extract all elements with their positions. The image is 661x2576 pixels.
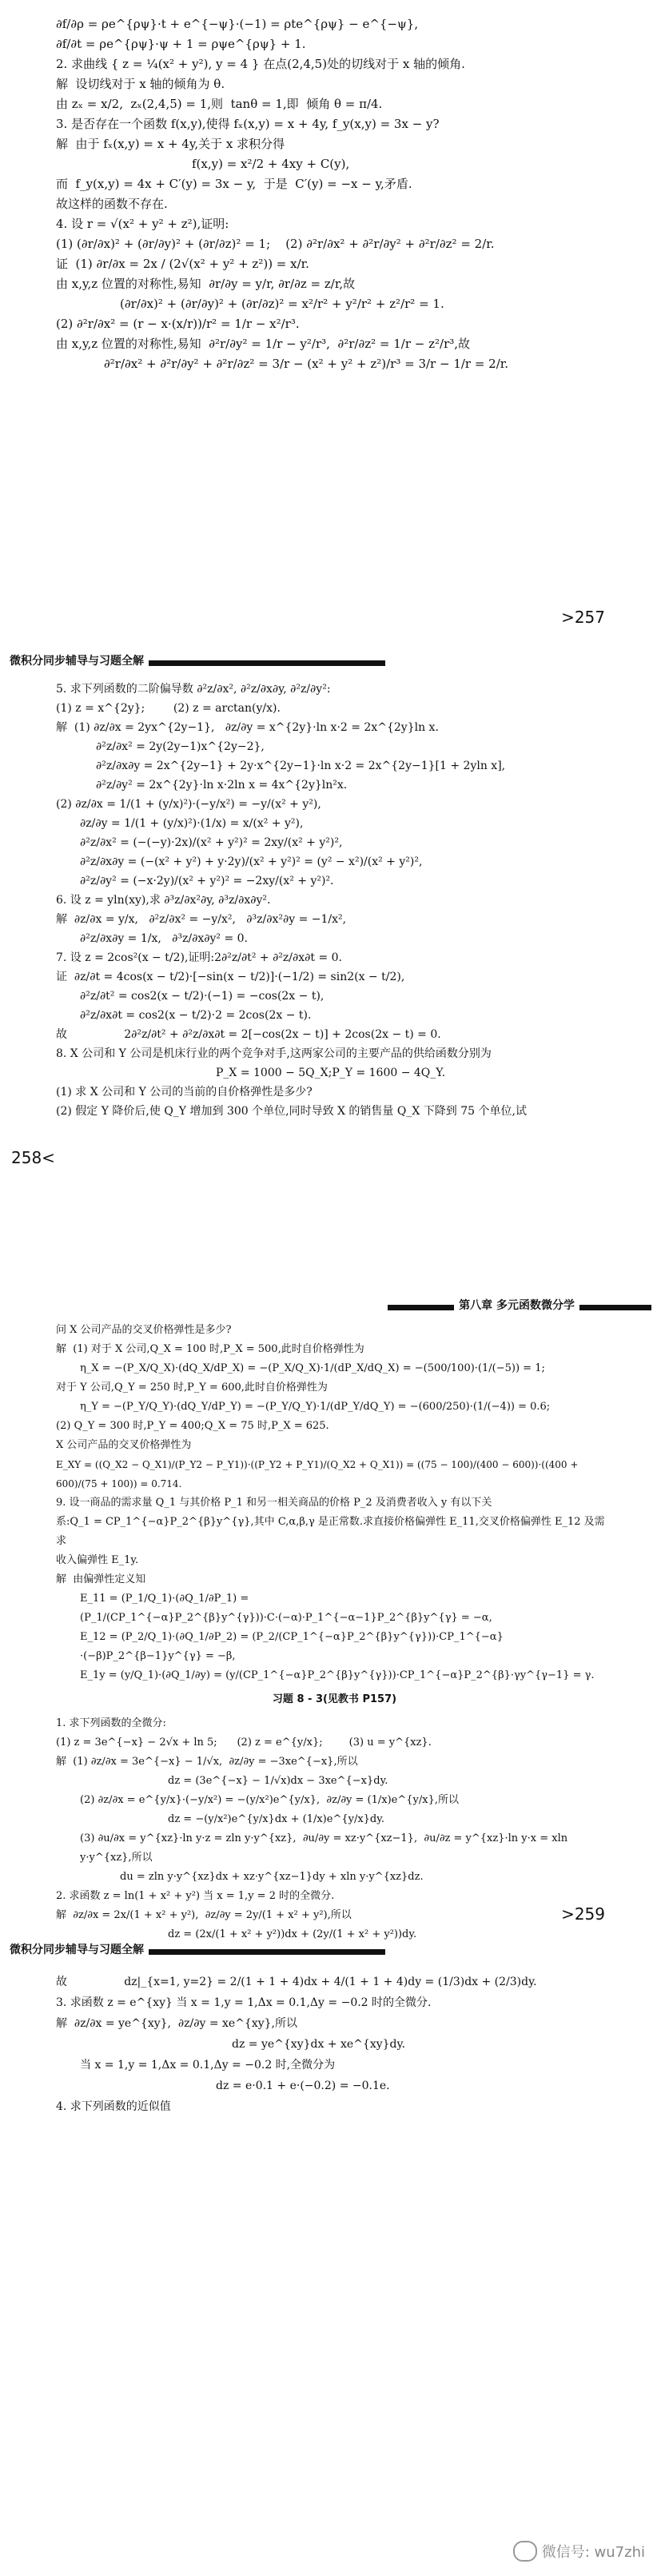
text-line: 解 (1) ∂z/∂x = 3e^{−x} − 1/√x, ∂z/∂y = −3xe^{−x},所以 bbox=[56, 1756, 358, 1768]
page-body bbox=[56, 680, 613, 1121]
book-page-258 bbox=[0, 644, 661, 1284]
text-line: 由 x,y,z 位置的对称性,易知 ∂²r/∂y² = 1/r − y²/r³, ∂²r/∂z² = 1/r − z²/r³,故 bbox=[56, 337, 471, 351]
text-line: 证 ∂z/∂t = 4cos(x − t/2)·[−sin(x − t/2)]·(−1/2) = sin2(x − t/2), bbox=[56, 971, 405, 983]
text-line: 由 x,y,z 位置的对称性,易知 ∂r/∂y = y/r, ∂r/∂z = z/r,故 bbox=[56, 277, 356, 291]
text-line: dz = e·0.1 + e·(−0.2) = −0.1e. bbox=[216, 2080, 390, 2092]
text-line: 由 zₓ = x/2, zₓ(2,4,5) = 1,则 tanθ = 1,即 倾角 θ = π/4. bbox=[56, 97, 383, 111]
text-line: (1) 求 X 公司和 Y 公司的当前的自价格弹性是多少? bbox=[56, 1086, 313, 1099]
text-line: (2) ∂z/∂x = e^{y/x}·(−y/x²) = −(y/x²)e^{y/x}, ∂z/∂y = (1/x)e^{y/x},所以 bbox=[80, 1794, 459, 1806]
text-line: 当 x = 1,y = 1,Δx = 0.1,Δy = −0.2 时,全微分为 bbox=[80, 2059, 336, 2072]
running-header bbox=[10, 1941, 385, 1962]
text-line: P_X = 1000 − 5Q_X;P_Y = 1600 − 4Q_Y. bbox=[216, 1067, 446, 1079]
text-line: 2. 求曲线 { z = ¼(x² + y²), y = 4 } 在点(2,4,5)处的切线对于 x 轴的倾角. bbox=[56, 57, 465, 71]
page-body bbox=[56, 14, 613, 374]
text-line: 7. 设 z = 2cos²(x − t/2),证明:2∂²z/∂t² + ∂²z/∂x∂t = 0. bbox=[56, 951, 342, 964]
text-line: 故这样的函数不存在. bbox=[56, 197, 168, 211]
text-line: (1) z = x^{2y}; (2) z = arctan(y/x). bbox=[56, 702, 281, 715]
running-header bbox=[388, 1297, 651, 1318]
text-line: 解 (1) 对于 X 公司,Q_X = 100 时,P_X = 500,此时自价格弹性为 bbox=[56, 1343, 364, 1355]
text-line: X 公司产品的交叉价格弹性为 bbox=[56, 1439, 192, 1451]
text-line: 4. 求下列函数的近似值 bbox=[56, 2100, 171, 2113]
text-line: ∂²z/∂x∂t = cos2(x − t/2)·2 = 2cos(2x − t). bbox=[80, 1009, 312, 1022]
text-line: 解 ∂z/∂x = y/x, ∂²z/∂x² = −y/x², ∂³z/∂x²∂y = −1/x², bbox=[56, 913, 347, 926]
text-line: 3. 求函数 z = e^{xy} 当 x = 1,y = 1,Δx = 0.1,Δy = −0.2 时的全微分. bbox=[56, 1996, 432, 2009]
text-line: f(x,y) = x²/2 + 4xy + C(y), bbox=[192, 157, 350, 171]
text-line: ∂²z/∂y² = 2x^{2y}·ln x·2ln x = 4x^{2y}ln²x. bbox=[96, 779, 348, 792]
wechat-icon bbox=[513, 2541, 537, 2562]
text-line: (2) 假定 Y 降价后,使 Q_Y 增加到 300 个单位,同时导致 X 的销售量 Q_X 下降到 75 个单位,试 bbox=[56, 1105, 527, 1118]
text-line: (∂r/∂x)² + (∂r/∂y)² + (∂r/∂z)² = x²/r² + y²/r² + z²/r² = 1. bbox=[120, 297, 444, 311]
text-line: (1) z = 3e^{−x} − 2√x + ln 5; (2) z = e^{y/x}; (3) u = y^{xz}. bbox=[56, 1737, 432, 1749]
text-line: (3) ∂u/∂x = y^{xz}·ln y·z = zln y·y^{xz}, ∂u/∂y = xz·y^{xz−1}, ∂u/∂z = y^{xz}·ln y·x = xln y·y^{xz},所以 bbox=[80, 1832, 571, 1864]
text-line: 解 设切线对于 x 轴的倾角为 θ. bbox=[56, 77, 225, 91]
text-line: 9. 设一商品的需求量 Q_1 与其价格 P_1 和另一相关商品的价格 P_2 及消费者收入 y 有以下关 bbox=[56, 1497, 492, 1509]
text-line: 8. X 公司和 Y 公司是机床行业的两个竞争对手,这两家公司的主要产品的供给函数分别为 bbox=[56, 1047, 492, 1060]
text-line: dz = −(y/x²)e^{y/x}dx + (1/x)e^{y/x}dy. bbox=[168, 1813, 385, 1825]
text-line: dz = (2x/(1 + x² + y²))dx + (2y/(1 + x² + y²))dy. bbox=[168, 1928, 417, 1940]
page-body bbox=[56, 1321, 613, 1944]
book-page-260 bbox=[0, 1933, 661, 2576]
book-page-259 bbox=[0, 1289, 661, 1940]
wechat-watermark bbox=[513, 2541, 645, 2562]
text-line: E_12 = (P_2/Q_1)·(∂Q_1/∂P_2) = (P_2/(CP_1^{−α}P_2^{β}y^{γ}))·CP_1^{−α}·(−β)P_2^{β−1}y^{γ} = −β, bbox=[80, 1631, 504, 1662]
text-line: 故 2∂²z/∂t² + ∂²z/∂x∂t = 2[−cos(2x − t)] + 2cos(2x − t) = 0. bbox=[56, 1028, 441, 1041]
text-line: 3. 是否存在一个函数 f(x,y),使得 fₓ(x,y) = x + 4y, f_y(x,y) = 3x − y? bbox=[56, 117, 440, 131]
page-body bbox=[56, 1972, 613, 2117]
text-line: 解 (1) ∂z/∂x = 2yx^{2y−1}, ∂z/∂y = x^{2y}·ln x·2 = 2x^{2y}ln x. bbox=[56, 721, 439, 734]
text-line: E_1y = (y/Q_1)·(∂Q_1/∂y) = (y/(CP_1^{−α}P_2^{β}y^{γ}))·CP_1^{−α}P_2^{β}·γy^{γ−1} = γ. bbox=[80, 1669, 595, 1681]
header-title: 微积分同步辅导与习题全解 bbox=[10, 1941, 149, 1957]
text-line: ∂²z/∂x∂y = 2x^{2y−1} + 2y·x^{2y−1}·ln x·2 = 2x^{2y−1}[1 + 2yln x], bbox=[96, 760, 506, 772]
running-header bbox=[10, 652, 385, 673]
text-line: ∂²z/∂x² = 2y(2y−1)x^{2y−2}, bbox=[96, 740, 265, 753]
watermark-text: 微信号: wu7zhi bbox=[541, 2544, 645, 2561]
text-line: 证 (1) ∂r/∂x = 2x / (2√(x² + y² + z²)) = x/r. bbox=[56, 257, 309, 271]
text-line: E_XY = ((Q_X2 − Q_X1)/(P_Y2 − P_Y1))·((P_Y2 + P_Y1)/(Q_X2 + Q_X1)) = ((75 − 100)/(400 − 600))·((400 + 600)/(75 + 100)) = 0.714. bbox=[56, 1459, 582, 1489]
text-line: dz = (3e^{−x} − 1/√x)dx − 3xe^{−x}dy. bbox=[168, 1775, 388, 1787]
text-line: 5. 求下列函数的二阶偏导数 ∂²z/∂x², ∂²z/∂x∂y, ∂²z/∂y²: bbox=[56, 683, 331, 696]
text-line: 解 由于 fₓ(x,y) = x + 4y,关于 x 求积分得 bbox=[56, 137, 285, 151]
text-line: (2) ∂²r/∂x² = (r − x·(x/r))/r² = 1/r − x²/r³. bbox=[56, 317, 300, 331]
text-line: 而 f_y(x,y) = 4x + C′(y) = 3x − y, 于是 C′(y) = −x − y,矛盾. bbox=[56, 177, 412, 191]
text-line: (2) ∂z/∂x = 1/(1 + (y/x)²)·(−y/x²) = −y/(x² + y²), bbox=[56, 798, 321, 811]
header-title: 第八章 多元函数微分学 bbox=[454, 1297, 579, 1313]
text-line: (1) (∂r/∂x)² + (∂r/∂y)² + (∂r/∂z)² = 1; (2) ∂²r/∂x² + ∂²r/∂y² + ∂²r/∂z² = 2/r. bbox=[56, 237, 495, 251]
text-line: 解 由偏弹性定义知 bbox=[56, 1573, 146, 1585]
text-line: 对于 Y 公司,Q_Y = 250 时,P_Y = 600,此时自价格弹性为 bbox=[56, 1382, 328, 1394]
page-number: 258< bbox=[11, 1148, 55, 1167]
text-line: ∂f/∂ρ = ρe^{ρψ}·t + e^{−ψ}·(−1) = ρte^{ρψ} − e^{−ψ}, bbox=[56, 17, 419, 31]
page-number: >259 bbox=[561, 1904, 605, 1924]
text-line: 1. 求下列函数的全微分: bbox=[56, 1717, 166, 1729]
text-line: η_X = −(P_X/Q_X)·(dQ_X/dP_X) = −(P_X/Q_X)·1/(dP_X/dQ_X) = −(500/100)·(1/(−5)) = 1; bbox=[80, 1362, 545, 1374]
text-line: η_Y = −(P_Y/Q_Y)·(dQ_Y/dP_Y) = −(P_Y/Q_Y)·1/(dP_Y/dQ_Y) = −(600/250)·(1/(−4)) = 0.6; bbox=[80, 1401, 551, 1413]
text-line: 6. 设 z = yln(xy),求 ∂³z/∂x²∂y, ∂³z/∂x∂y². bbox=[56, 894, 271, 907]
page-number: >257 bbox=[561, 608, 605, 627]
header-title: 微积分同步辅导与习题全解 bbox=[10, 652, 149, 668]
text-line: ∂²z/∂x∂y = 1/x, ∂³z/∂x∂y² = 0. bbox=[80, 932, 249, 945]
text-line: ∂²z/∂x∂y = (−(x² + y²) + y·2y)/(x² + y²)² = (y² − x²)/(x² + y²)², bbox=[80, 855, 423, 868]
text-line: ∂²z/∂t² = cos2(x − t/2)·(−1) = −cos(2x − t), bbox=[80, 990, 325, 1003]
text-line: ∂z/∂y = 1/(1 + (y/x)²)·(1/x) = x/(x² + y²), bbox=[80, 817, 304, 830]
text-line: 收入偏弹性 E_1y. bbox=[56, 1554, 139, 1566]
text-line: 解 ∂z/∂x = 2x/(1 + x² + y²), ∂z/∂y = 2y/(1 + x² + y²),所以 bbox=[56, 1909, 352, 1921]
text-line: ∂²z/∂y² = (−x·2y)/(x² + y²)² = −2xy/(x² + y²)². bbox=[80, 875, 334, 887]
book-page-257 bbox=[0, 0, 661, 640]
text-line: 解 ∂z/∂x = ye^{xy}, ∂z/∂y = xe^{xy},所以 bbox=[56, 2017, 297, 2030]
text-line: E_11 = (P_1/Q_1)·(∂Q_1/∂P_1) = (P_1/(CP_1^{−α}P_2^{β}y^{γ}))·C·(−α)·P_1^{−α−1}P_2^{β}y^{γ} = −α, bbox=[80, 1593, 492, 1624]
text-line: 系:Q_1 = CP_1^{−α}P_2^{β}y^{γ},其中 C,α,β,γ 是正常数.求直接价格偏弹性 E_11,交叉价格偏弹性 E_12 及需求 bbox=[56, 1516, 605, 1547]
text-line: ∂²z/∂x² = (−(−y)·2x)/(x² + y²)² = 2xy/(x² + y²)², bbox=[80, 836, 343, 849]
text-line: 故 dz|_{x=1, y=2} = 2/(1 + 1 + 4)dx + 4/(1 + 1 + 4)dy = (1/3)dx + (2/3)dy. bbox=[56, 1976, 537, 1988]
text-line: ∂f/∂t = ρe^{ρψ}·ψ + 1 = ρψe^{ρψ} + 1. bbox=[56, 37, 306, 51]
section-title: 习题 8 - 3(见教书 P157) bbox=[272, 1693, 397, 1705]
text-line: 4. 设 r = √(x² + y² + z²),证明: bbox=[56, 217, 229, 231]
text-line: 2. 求函数 z = ln(1 + x² + y²) 当 x = 1,y = 2 时的全微分. bbox=[56, 1890, 335, 1902]
text-line: ∂²r/∂x² + ∂²r/∂y² + ∂²r/∂z² = 3/r − (x² + y² + z²)/r³ = 3/r − 1/r = 2/r. bbox=[104, 357, 509, 371]
text-line: 问 X 公司产品的交叉价格弹性是多少? bbox=[56, 1324, 232, 1336]
text-line: dz = ye^{xy}dx + xe^{xy}dy. bbox=[232, 2038, 405, 2051]
text-line: (2) Q_Y = 300 时,P_Y = 400;Q_X = 75 时,P_X = 625. bbox=[56, 1420, 329, 1432]
text-line: du = zln y·y^{xz}dx + xz·y^{xz−1}dy + xln y·y^{xz}dz. bbox=[120, 1871, 424, 1883]
